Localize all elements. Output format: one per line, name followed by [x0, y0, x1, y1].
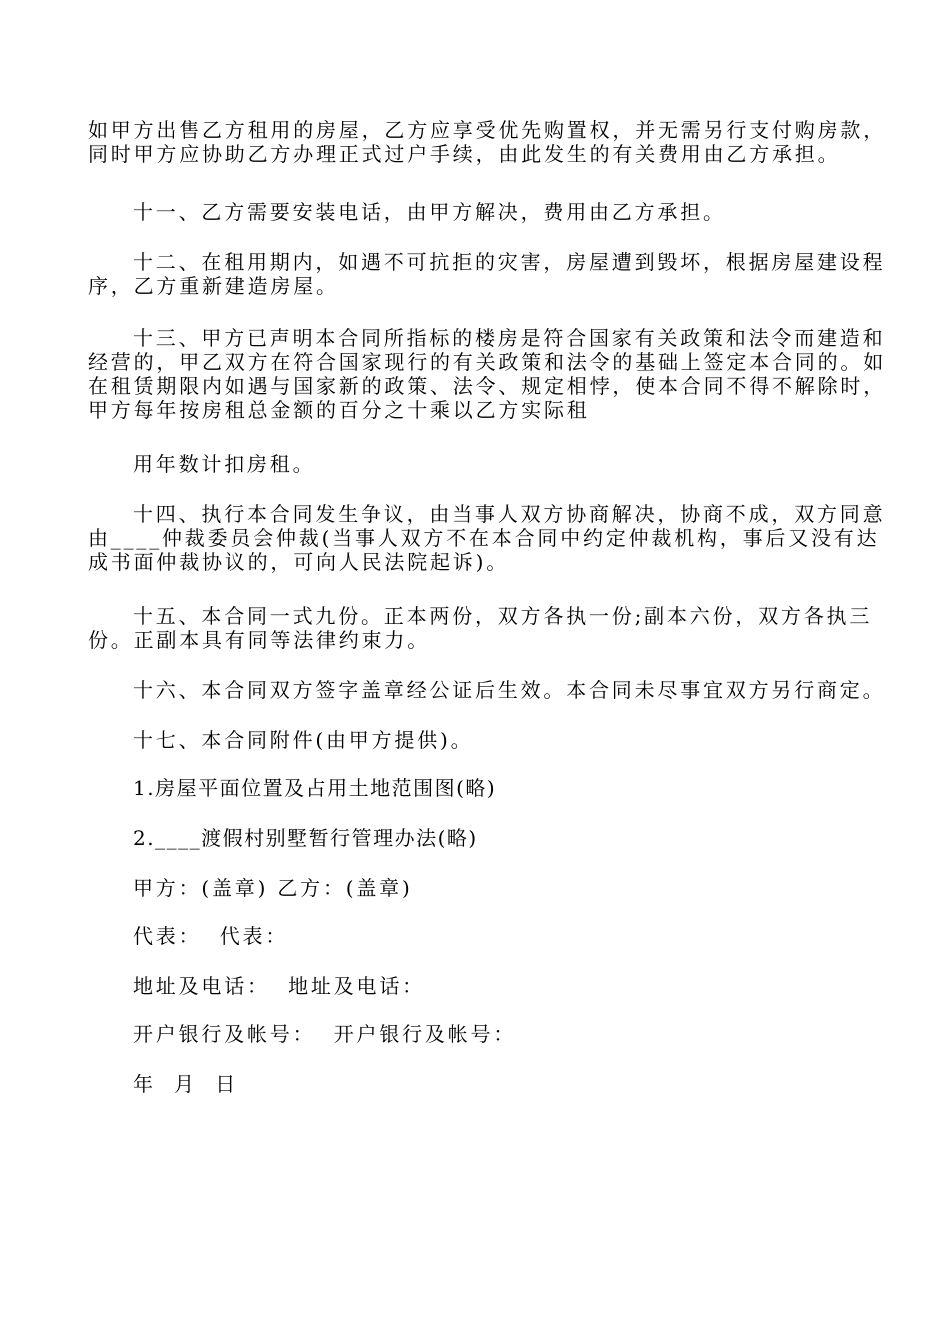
signature-party-a-b: 甲方：(盖章) 乙方：(盖章) [133, 876, 413, 900]
clause-13: 十三、甲方已声明本合同所指标的楼房是符合国家有关政策和法令而建造和经营的，甲乙双方在符合国家现行的有关政策和法令的基础上签定本合同的。如在租赁期限内如遇与国家新的政策、法令、规定相悖，使本合同不得不解除时，甲方每年按房租总金额的百分之十乘以乙方实际租 [88, 326, 886, 422]
paragraph-purchase-right: 如甲方出售乙方租用的房屋，乙方应享受优先购置权，并无需另行支付购房款，同时甲方应协助乙方办理正式过户手续，由此发生的有关费用由乙方承担。 [88, 118, 886, 166]
signature-bank-account: 开户银行及帐号： 开户银行及帐号： [133, 1022, 517, 1046]
clause-11: 十一、乙方需要安装电话，由甲方解决，费用由乙方承担。 [133, 200, 726, 224]
clause-12: 十二、在租用期内，如遇不可抗拒的灾害，房屋遭到毁坏，根据房屋建设程序，乙方重新建造房屋。 [88, 250, 886, 298]
attachment-2: 2.____渡假村别墅暂行管理办法(略) [133, 826, 478, 850]
clause-15: 十五、本合同一式九份。正本两份，双方各执一份;副本六份，双方各执三份。正副本具有同等法律约束力。 [88, 604, 873, 652]
clause-13-continuation: 用年数计扣房租。 [133, 452, 316, 476]
signature-date: 年 月 日 [133, 1072, 239, 1096]
signature-representatives: 代表： 代表： [133, 924, 289, 948]
clause-16: 十六、本合同双方签字盖章经公证后生效。本合同未尽事宜双方另行商定。 [133, 678, 886, 702]
clause-14: 十四、执行本合同发生争议，由当事人双方协商解决，协商不成，双方同意由____仲裁委员会仲裁(当事人双方不在本合同中约定仲裁机构，事后又没有达成书面仲裁协议的，可向人民法院起诉)。 [88, 502, 886, 574]
clause-17: 十七、本合同附件(由甲方提供)。 [133, 728, 474, 752]
attachment-1: 1.房屋平面位置及占用土地范围图(略) [133, 776, 497, 800]
signature-address-phone: 地址及电话： 地址及电话： [133, 974, 425, 998]
